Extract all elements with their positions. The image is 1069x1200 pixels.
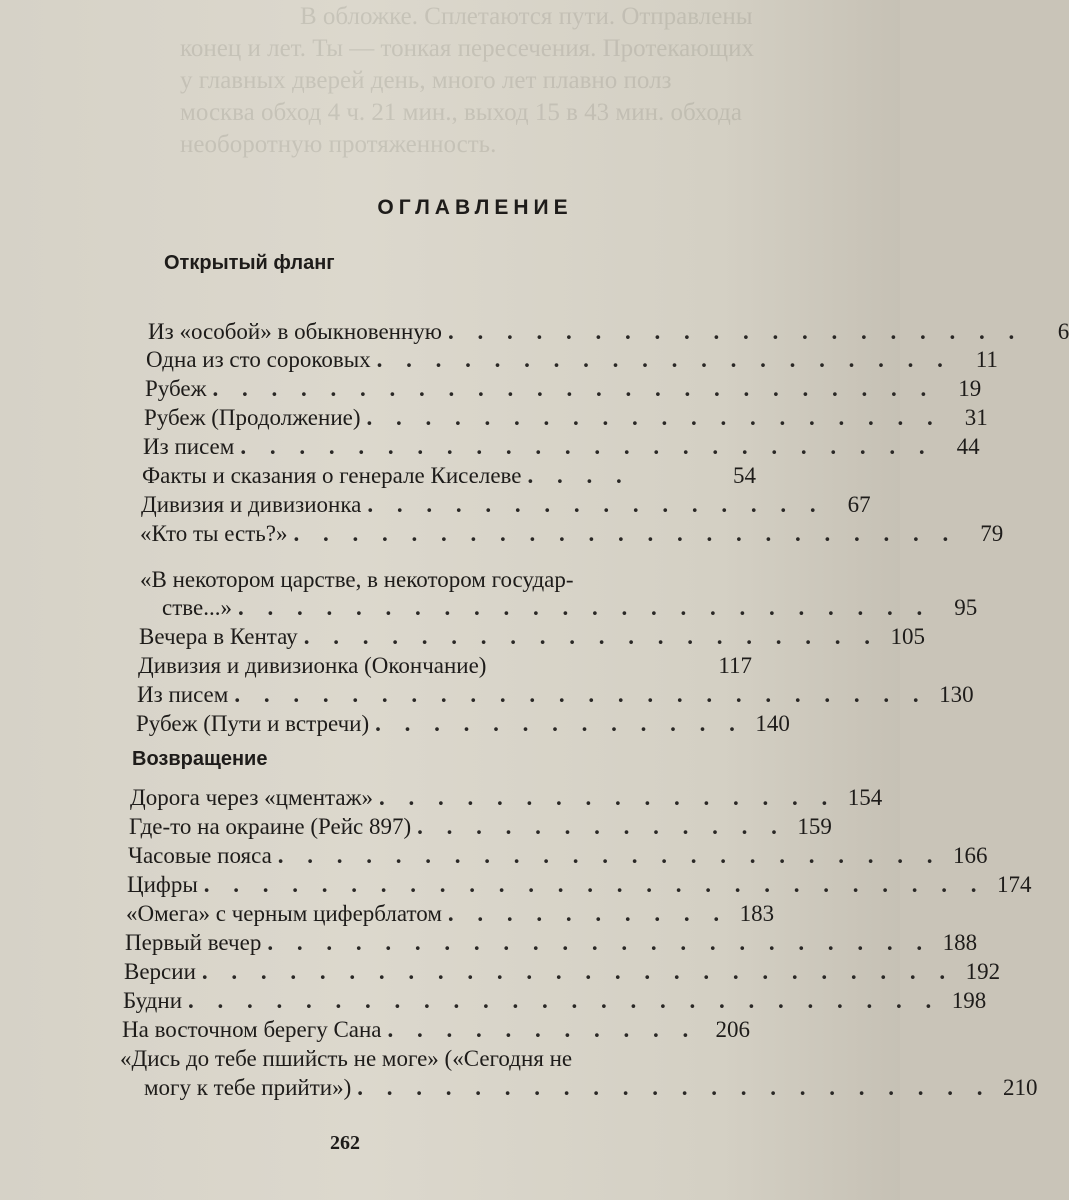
toc-entry-page: 183 bbox=[739, 901, 775, 926]
toc-entry-title: Версии bbox=[124, 959, 196, 984]
toc-entry[interactable] bbox=[144, 1074, 1038, 1102]
toc-entry-page: 166 bbox=[953, 843, 988, 868]
toc-entry-title-cont: могу к тебе прийти») bbox=[144, 1075, 352, 1100]
toc-entry[interactable] bbox=[162, 594, 978, 622]
toc-entry-page: 159 bbox=[797, 814, 832, 839]
section-heading: Возвращение bbox=[132, 748, 268, 770]
toc-title: ОГЛАВЛЕНИЕ bbox=[377, 196, 573, 219]
toc-entry-page: 31 bbox=[964, 405, 988, 430]
toc-entry-title: Дивизия и дивизионка bbox=[141, 492, 362, 517]
leader-dots: . . . . . . . . . . . . . . . . . . . . . . . bbox=[267, 930, 932, 955]
toc-entry-page: 174 bbox=[997, 872, 1032, 897]
toc-entry[interactable] bbox=[137, 681, 974, 709]
toc-entry-page: 79 bbox=[980, 521, 1004, 546]
toc-entry[interactable] bbox=[142, 462, 756, 490]
toc-entry-title: Рубеж (Продолжение) bbox=[144, 405, 361, 430]
toc-entry-page: 67 bbox=[847, 492, 871, 517]
leader-dots: . . . . . . . . . . . . . . . . . . . . . . . . bbox=[237, 595, 932, 620]
toc-entry-page: 11 bbox=[975, 347, 998, 372]
bleed-line: москва обход 4 ч. 21 мин., выход 15 в 43 мин. обхода bbox=[180, 99, 742, 126]
toc-entry[interactable] bbox=[126, 900, 775, 928]
page-number: 262 bbox=[330, 1132, 360, 1154]
toc-entry[interactable] bbox=[141, 491, 871, 519]
toc-entry-title: Первый вечер bbox=[125, 930, 262, 955]
toc-entry-title-line: «Дись до тебе пшийсть не моге» («Сегодня не bbox=[120, 1046, 573, 1071]
toc-entry-title: Дивизия и дивизионка (Окончание) bbox=[138, 653, 487, 678]
toc-entry[interactable] bbox=[124, 958, 1001, 986]
toc-entry[interactable] bbox=[148, 318, 1069, 346]
bleed-line: конец и лет. Ты — тонкая пересечения. Протекающих bbox=[180, 35, 755, 62]
toc-entry[interactable] bbox=[129, 813, 832, 841]
toc-entry[interactable] bbox=[145, 375, 982, 403]
toc-entry-page: 6 bbox=[1057, 319, 1069, 344]
toc-entry-page: 117 bbox=[718, 653, 752, 678]
toc-entry-title: Рубеж (Пути и встречи) bbox=[136, 711, 370, 736]
toc-entry[interactable] bbox=[130, 784, 883, 812]
toc-entry-title: «Омега» с черным циферблатом bbox=[126, 901, 442, 926]
leader-dots: . . . . . . . . . . . . . . . . . . . . bbox=[376, 347, 952, 372]
leader-dots: . . . . . . . . . . . . . . . . . . . . . . . . . . bbox=[188, 988, 941, 1013]
leader-dots: . . . . . . . . . . bbox=[447, 901, 729, 926]
toc-entry-title: Одна из сто сороковых bbox=[146, 347, 371, 372]
toc-entry-page: 105 bbox=[890, 624, 925, 649]
leader-dots: . . . . . . . . . . . . . . . . bbox=[367, 492, 825, 517]
toc-entry-title-cont: стве...» bbox=[162, 595, 232, 620]
toc-entry-title: Из писем bbox=[137, 682, 229, 707]
toc-entry-page: 140 bbox=[755, 711, 790, 736]
toc-entry-title: Рубеж bbox=[145, 376, 207, 401]
toc-entry-page: 206 bbox=[715, 1017, 750, 1042]
toc-entry-title: Цифры bbox=[127, 872, 198, 897]
toc-entry-page: 192 bbox=[965, 959, 1001, 984]
leader-dots: . . . . . . . . . . . . . . . . . . . . bbox=[366, 405, 942, 430]
toc-entry-title: Из «особой» в обыкновенную bbox=[148, 319, 442, 344]
toc-entry[interactable] bbox=[122, 1016, 750, 1044]
toc-entry-page: 198 bbox=[951, 988, 987, 1013]
toc-entry-title: Будни bbox=[123, 988, 183, 1013]
leader-dots: . . . . . . . . . . . . . . . . . . . . . . . . bbox=[240, 434, 934, 459]
leader-dots: . . . . . . . . . . . . . . . . . . . . . . . . . bbox=[212, 376, 936, 401]
leader-dots: . . . . . . . . . . . . . . . . . . . . bbox=[303, 624, 879, 649]
toc-entry[interactable] bbox=[136, 710, 790, 738]
bleed-line: В обложке. Сплетаются пути. Отправлены bbox=[300, 3, 753, 30]
toc-entry-title: Дорога через «цментаж» bbox=[130, 785, 373, 810]
leader-dots: . . . . . . . . . . . . . . . . . . . . . . . bbox=[277, 843, 942, 868]
toc-entry-page: 44 bbox=[956, 434, 980, 459]
leader-dots: . . . . bbox=[527, 463, 631, 488]
leader-dots: . . . . . . . . . . . . . . . . . . . . . . . . . . bbox=[201, 959, 955, 984]
leader-dots: . . . . . . . . . . . . . bbox=[375, 711, 744, 736]
toc-entry-title: «Кто ты есть?» bbox=[140, 521, 288, 546]
toc-entry-page: 154 bbox=[847, 785, 883, 810]
toc-entry[interactable] bbox=[146, 346, 998, 374]
bleed-line: у главных дверей день, много лет плавно полз bbox=[180, 67, 672, 94]
toc-entry-title: На восточном берегу Сана bbox=[122, 1017, 382, 1042]
toc-entry-title: Где-то на окраине (Рейс 897) bbox=[129, 814, 412, 839]
toc-entry-title-line: «В некотором царстве, в некотором государ- bbox=[140, 567, 574, 592]
toc-entry-page: 210 bbox=[1002, 1075, 1038, 1100]
toc-entry[interactable] bbox=[139, 623, 925, 651]
leader-dots: . . . . . . . . . . . . . . . . bbox=[379, 785, 837, 810]
toc-entry[interactable] bbox=[127, 871, 1032, 899]
toc-entry[interactable] bbox=[128, 842, 988, 870]
toc-entry-title: Часовые пояса bbox=[128, 843, 272, 868]
leader-dots: . . . . . . . . . . . . . . . . . . . . . . bbox=[357, 1075, 992, 1100]
toc-entry-page: 54 bbox=[733, 463, 756, 488]
toc-entry-page: 95 bbox=[954, 595, 978, 620]
leader-dots: . . . . . . . . . . . . . . . . . . . . . . . bbox=[293, 521, 958, 546]
section-heading: Открытый фланг bbox=[164, 252, 335, 274]
toc-entry[interactable] bbox=[125, 929, 978, 957]
toc-entry-page: 130 bbox=[939, 682, 974, 707]
toc-entry[interactable] bbox=[143, 433, 980, 461]
toc-entry[interactable] bbox=[144, 404, 988, 432]
toc-entry[interactable] bbox=[123, 987, 987, 1015]
leader-dots: . . . . . . . . . . . bbox=[387, 1017, 698, 1042]
leader-dots: . . . . . . . . . . . . . . . . . . . . bbox=[447, 319, 1024, 344]
toc-entry-title: Факты и сказания о генерале Киселеве bbox=[142, 463, 522, 488]
toc-entry[interactable] bbox=[138, 652, 752, 680]
toc-entry-title: Вечера в Кентау bbox=[139, 624, 298, 649]
toc-entry[interactable] bbox=[140, 520, 1004, 548]
leader-dots: . . . . . . . . . . . . . . . . . . . . . . . . bbox=[234, 682, 928, 707]
toc-entry-page: 188 bbox=[942, 930, 978, 955]
leader-dots: . . . . . . . . . . . . . bbox=[417, 814, 786, 839]
bleed-line: необоротную протяженность. bbox=[180, 131, 497, 158]
toc-entry-page: 19 bbox=[958, 376, 982, 401]
leader-dots: . . . . . . . . . . . . . . . . . . . . . . . . . . . bbox=[203, 872, 986, 897]
toc-entry-title: Из писем bbox=[143, 434, 235, 459]
